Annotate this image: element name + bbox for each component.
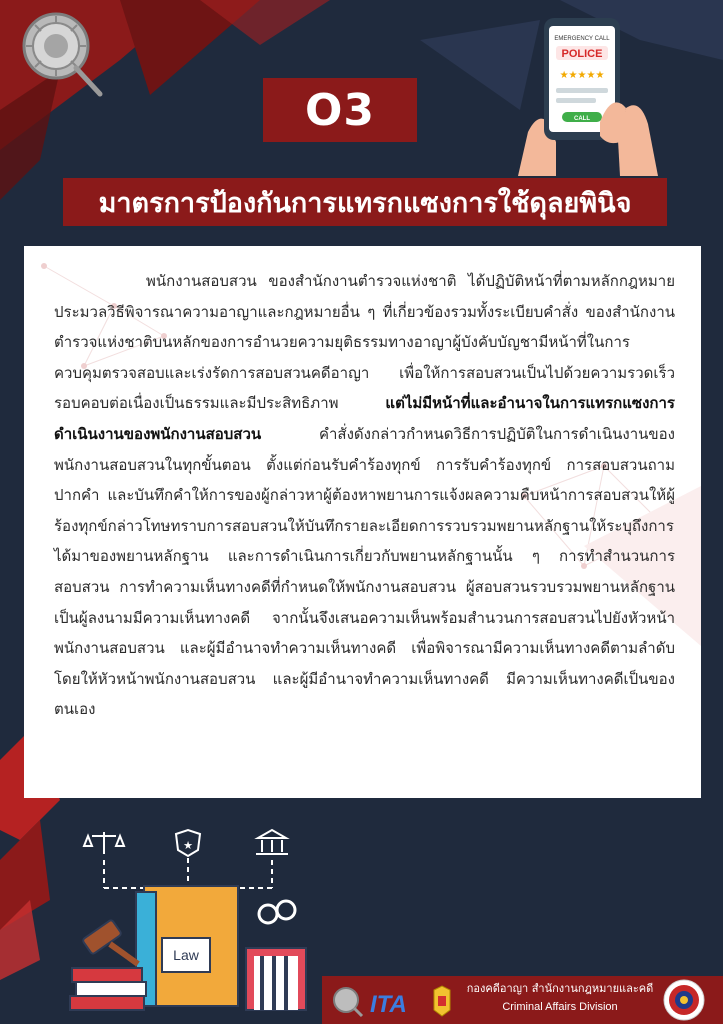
body-text-intro: พนักงานสอบสวน ของสำนักงานตำรวจแห่งชาติ ได้ปฏิบัติหน้าที่ตามหลักกฎหมายประมวลวิธีพิจารณาความอาญาและกฎหมายอื่น ๆ ที่เกี่ยวข้องรวมทั้งระเบียบคำสั่ง ของสำนักงานตำรวจแห่งชาติบนหลักของการอำนวยความยุติธรรมทางอาญาผู้บังคับบัญชามีหน้าที่ในการควบคุมตรวจสอบและเร่งรัดการสอบสวนคดีอาญา เพื่อให้การสอบสวนเป็นไปด้วยความรวดเร็วรอบคอบต่อเนื่องเป็นธรรมและมีประสิทธิภาพ	[54, 272, 675, 413]
gavel-icon	[82, 919, 138, 964]
footer-org-thai: กองคดีอาญา สำนักงานกฎหมายและคดี	[466, 982, 654, 995]
footer-organization	[462, 980, 658, 1016]
handcuffs-icon	[259, 901, 295, 923]
police-badge-icon	[176, 830, 200, 856]
thai-crest-icon	[434, 986, 450, 1016]
agency-emblem-logo	[18, 6, 106, 98]
content-card	[24, 246, 701, 798]
division-seal-logo	[660, 978, 708, 1022]
footer-org-english: Criminal Affairs Division	[502, 1001, 618, 1013]
page-title: มาตรการป้องกันการแทรกแซงการใช้ดุลยพินิจ	[63, 178, 667, 226]
law-illustration	[62, 822, 312, 1012]
phone-header-text: EMERGENCY CALL	[554, 36, 610, 42]
body-text-rest: คำสั่งดังกล่าวกำหนดวิธีการปฏิบัติในการดำเนินงานของพนักงานสอบสวนในทุกขั้นตอน ตั้งแต่ก่อนรับคำร้องทุกข์ การรับคำร้องทุกข์ การสอบสวนถามปากคำ และบันทึกคำให้การของผู้กล่าวหาผู้ต้องหาพยานการแจ้งผลความคืบหน้าการสอบสวนให้ผู้ร้องทุกข์กล่าวโทษทราบการสอบสวนให้บันทึกรายละเอียดการรวบรวมพยานหลักฐานให้ระบุถึงการได้มาของพยานหลักฐาน และการดำเนินการเกี่ยวกับพยานหลักฐานนั้น ๆ การทำสำนวนการสอบสวน การทำความเห็นทางคดีที่กำหนดให้พนักงานสอบสวน ผู้สอบสวนรวบรวมพยานหลักฐาน เป็นผู้ลงนามมีความเห็นทางคดี จากนั้นจึงเสนอความเห็นพร้อมสำนวนการสอบสวนไปยังหัวหน้าพนักงานสอบสวน และผู้มีอำนาจทำความเห็นทางคดี เพื่อพิจารณามีความเห็นทางคดีตามลำดับ โดยให้หัวหน้าพนักงานสอบสวน และผู้มีอำนาจทำความเห็นทางคดี มีความเห็นทางคดีเป็นของตนเอง	[54, 424, 675, 719]
law-book-label: Law	[173, 947, 199, 963]
scale-icon	[84, 832, 124, 854]
svg-text:★: ★	[183, 839, 193, 852]
phone-police-text: POLICE	[561, 48, 603, 60]
section-number: O3	[263, 78, 417, 142]
footer-emblem-icon	[334, 988, 362, 1016]
body-text-emphasis: แต่ไม่มีหน้าที่และอำนาจในการแทรกแซงการดำเนินงานของพนักงานสอบสวน	[54, 394, 675, 443]
ita-logo: ITA	[370, 991, 407, 1018]
body-text	[24, 246, 701, 725]
footer-logos	[330, 982, 460, 1020]
courthouse-icon	[256, 830, 288, 854]
rating-stars-icon: ★★★★★	[559, 70, 605, 81]
phone-call-button: CALL	[574, 116, 590, 122]
emergency-phone-illustration	[508, 12, 658, 176]
